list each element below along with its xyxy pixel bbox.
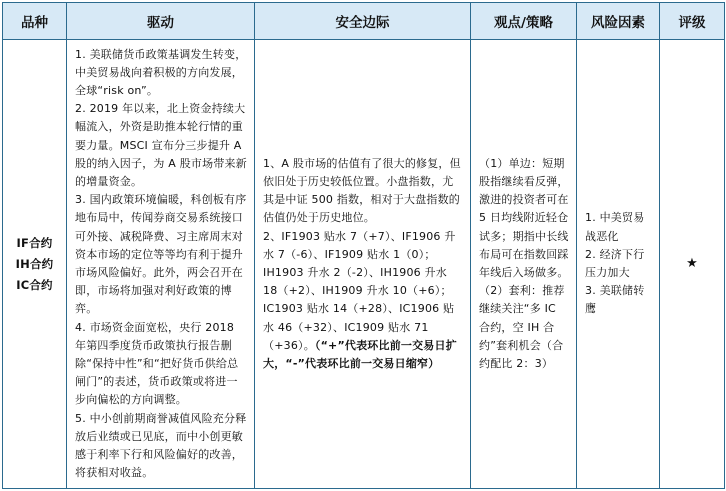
safety-valuation: 1、A 股市场的估值有了很大的修复，但依旧处于历史较低位置。小盘指数，尤其是中证 500 指数，相对于大盘指数的估值仍处于历史地位。 xyxy=(263,156,461,225)
view-item: （1）单边：短期股指继续看反弹，激进的投资者可在 5 日均线附近轻仓试多；期指中长线布局可在指数回踩年线后入场做多。 xyxy=(479,156,569,279)
product-line: IH合约 xyxy=(15,256,54,271)
safety-note: （“+”代表环比前一交易日扩大，“-”代表环比前一交易日缩窄） xyxy=(263,338,457,371)
product-cell xyxy=(3,40,67,489)
risk-item: 1. 中美贸易战恶化 xyxy=(585,211,645,243)
safety-cell xyxy=(255,40,471,489)
header-safety: 安全边际 xyxy=(255,3,471,40)
driver-item: 3. 国内政策环境偏暖，科创板有序地布局中，传闻券商交易系统接口可外接、减税降费、习主席周末对资本市场的定位等等均有利于提升市场风险偏好。此外，两会召开在即，市场将加强对利好政策的博弈。 xyxy=(75,193,247,316)
risk-item: 2. 经济下行压力加大 xyxy=(585,247,645,279)
driver-item: 1. 美联储货币政策基调发生转变，中美贸易战向着积极的方向发展，全球“risk on”。 xyxy=(75,47,247,97)
star-icon: ★ xyxy=(686,255,698,271)
header-product: 品种 xyxy=(3,3,67,40)
header-row xyxy=(3,3,725,40)
safety-contracts-text: 2、IF1903 贴水 7（+7）、IF1906 升水 7（-6）、IF1909 贴水 1（0）；IH1903 升水 2（-2）、IH1906 升水 18（+2）、IH1909 升水 10（+6）；IC1903 贴水 14（+28）、IC1906 贴水 46（+32）、IC1909 贴水 71（+36）。 xyxy=(263,229,456,352)
risk-item: 3. 美联储转鹰 xyxy=(585,284,645,316)
driver-item: 2. 2019 年以来，北上资金持续大幅流入，外资是助推本轮行情的重要力量。MSCI 宣布分三步提升 A 股的纳入因子，为 A 股市场带来新的增量资金。 xyxy=(75,102,247,188)
driver-item: 5. 中小创前期商誉减值风险充分释放后业绩或已见底，而中小创更敏感于利率下行和风险偏好的改善，将获相对收益。 xyxy=(75,411,247,480)
header-driver: 驱动 xyxy=(67,3,255,40)
rating-cell xyxy=(660,40,725,489)
header-view: 观点/策略 xyxy=(471,3,577,40)
header-risk: 风险因素 xyxy=(577,3,660,40)
driver-cell xyxy=(67,40,255,489)
product-line: IC合约 xyxy=(16,277,53,292)
driver-item: 4. 市场资金面宽松，央行 2018 年第四季度货币政策执行报告删除“保持中性”和“把好货币供给总闸门”的表述，货币政策或将进一步向偏松的方向调整。 xyxy=(75,320,239,407)
safety-contracts xyxy=(263,228,464,374)
view-cell xyxy=(471,40,577,489)
view-item: （2）套利：推荐继续关注“多 IC 合约，空 IH 合约”套利机会（合约配比 2：3） xyxy=(479,284,565,371)
table-row xyxy=(3,40,725,489)
header-rating: 评级 xyxy=(660,3,725,40)
risk-cell xyxy=(577,40,660,489)
futures-strategy-table xyxy=(2,2,725,489)
product-line: IF合约 xyxy=(16,235,53,250)
